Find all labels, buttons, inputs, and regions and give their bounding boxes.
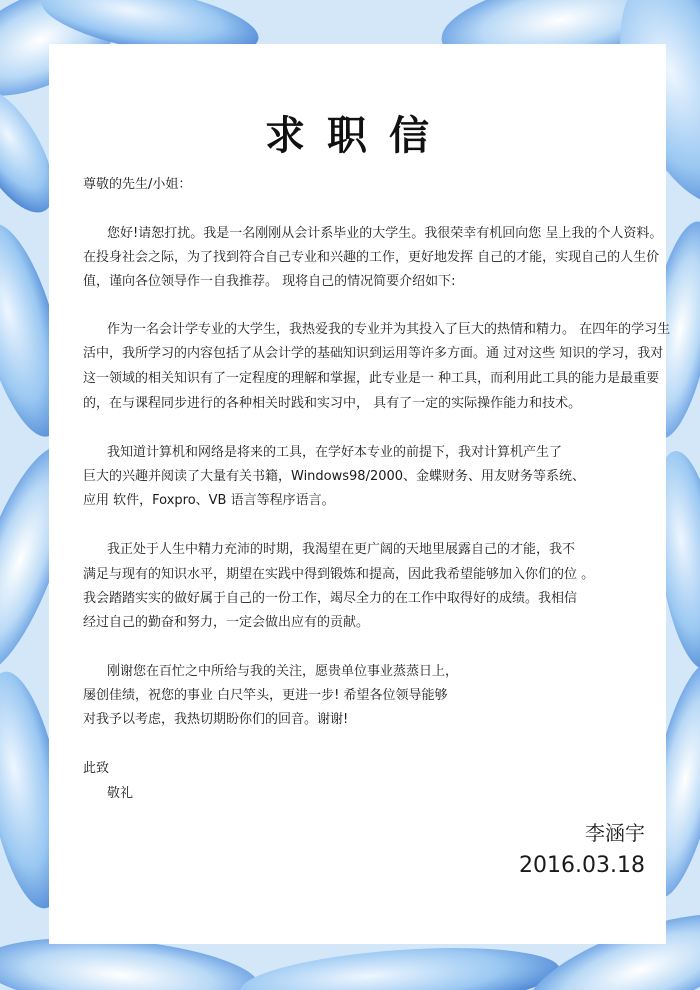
paragraph-1-line-3: 值，谨向各位领导作一自我推荐。 现将自己的情况简要介绍如下: — [83, 274, 456, 289]
paragraph-4-line-4: 经过自己的勤奋和努力，一定会做出应有的贡献。 — [83, 615, 370, 630]
paragraph-3-line-3: 应用 软件，Foxpro、VB 语言等程序语言。 — [83, 493, 335, 508]
paragraph-3-line-1: 我知道计算机和网络是将来的工具，在学好本专业的前提下，我对计算机产生了 — [107, 445, 563, 460]
paragraph-5-line-2: 屡创佳绩，祝您的事业 白尺竿头，更进一步! 希望各位领导能够 — [83, 688, 448, 703]
paragraph-5-line-3: 对我予以考虑，我热切期盼你们的回音。谢谢! — [83, 712, 349, 727]
salutation: 尊敬的先生/小姐： — [83, 177, 192, 192]
signature-name: 李涵宇 — [585, 821, 645, 845]
paragraph-3-line-2: 巨大的兴趣并阅读了大量有关书籍，Windows98/2000、金蝶财务、用友财务等系统、 — [83, 469, 586, 484]
paragraph-2-line-4: 的，在与课程同步进行的各种相关时践和实习中， 具有了一定的实际操作能力和技术。 — [83, 396, 582, 411]
paragraph-2-line-2: 活中，我所学习的内容包括了从会计学的基础知识到运用等许多方面。通 过对这些 知识的学习，我对 — [83, 346, 664, 361]
paragraph-5-line-1: 刚谢您在百忙之中所给与我的关注，愿贵单位事业蒸蒸日上， — [107, 664, 459, 679]
signature-date: 2016.03.18 — [519, 853, 645, 878]
closing-line-1: 此致 — [83, 761, 110, 776]
closing-line-2: 敬礼 — [107, 786, 134, 801]
paragraph-2-line-1: 作为一名会计学专业的大学生，我热爱我的专业并为其投入了巨大的热情和精力。 在四年的学习生 — [107, 322, 671, 337]
page-title: 求职信 — [265, 112, 451, 159]
paragraph-1-line-1: 您好!请恕打扰。我是一名刚刚从会计系毕业的大学生。我很荣幸有机回向您 呈上我的个人资料。 — [107, 226, 663, 241]
paragraph-1-line-2: 在投身社会之际，为了找到符合自己专业和兴趣的工作，更好地发挥 自己的才能，实现自己的人生价 — [83, 250, 660, 265]
paragraph-4-line-1: 我正处于人生中精力充沛的时期，我渴望在更广阔的天地里展露自己的才能，我不 — [107, 542, 576, 557]
paragraph-4-line-3: 我会踏踏实实的做好属于自己的一份工作，竭尽全力的在工作中取得好的成绩。我相信 — [83, 591, 578, 606]
paragraph-4-line-2: 满足与现有的知识水平，期望在实践中得到锻炼和提高，因此我希望能够加入你们的位 。 — [83, 567, 595, 582]
paragraph-2-line-3: 这一领域的相关知识有了一定程度的理解和掌握，此专业是一 种工具，而利用此工具的能力是最重要 — [83, 371, 660, 386]
